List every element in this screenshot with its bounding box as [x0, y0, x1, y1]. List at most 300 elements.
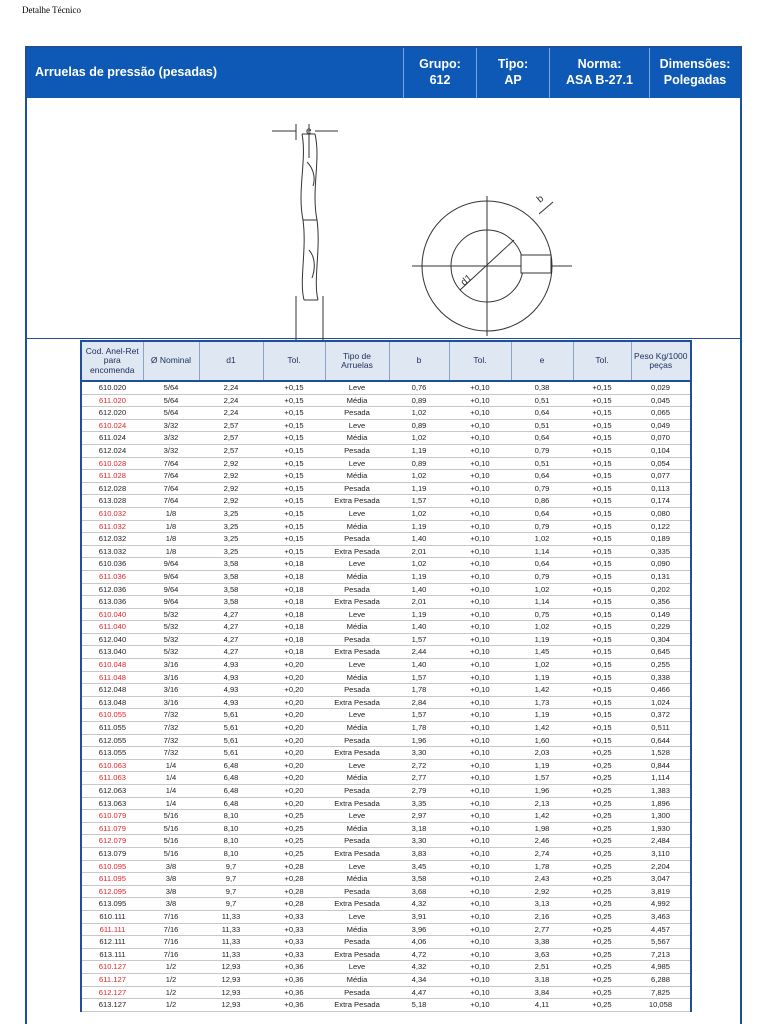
cell-tol-b: +0,10 — [449, 608, 511, 621]
cell-nominal: 7/16 — [143, 923, 199, 936]
cell-type: Extra Pesada — [325, 797, 389, 810]
cell-type: Extra Pesada — [325, 948, 389, 961]
cell-tol-b: +0,10 — [449, 558, 511, 571]
cell-type: Extra Pesada — [325, 898, 389, 911]
cell-weight: 0,104 — [631, 444, 691, 457]
washer-technical-drawing — [27, 100, 740, 338]
cell-tol-d1: +0,15 — [263, 381, 325, 394]
cell-tol-d1: +0,15 — [263, 419, 325, 432]
cell-tol-d1: +0,36 — [263, 961, 325, 974]
header-weight: Peso Kg/1000 peças — [631, 341, 691, 381]
cell-tol-d1: +0,20 — [263, 759, 325, 772]
cell-tol-b: +0,10 — [449, 923, 511, 936]
cell-b: 2,44 — [389, 646, 449, 659]
cell-d1: 9,7 — [199, 898, 263, 911]
cell-d1: 4,27 — [199, 621, 263, 634]
cell-tol-e: +0,25 — [573, 797, 631, 810]
cell-d1: 3,25 — [199, 533, 263, 546]
cell-tol-d1: +0,25 — [263, 810, 325, 823]
cell-code: 613.040 — [81, 646, 143, 659]
cell-b: 1,02 — [389, 470, 449, 483]
cell-tol-d1: +0,20 — [263, 709, 325, 722]
cell-b: 1,40 — [389, 583, 449, 596]
cell-b: 2,01 — [389, 596, 449, 609]
cell-b: 2,84 — [389, 696, 449, 709]
cell-d1: 3,58 — [199, 558, 263, 571]
cell-tol-e: +0,25 — [573, 961, 631, 974]
cell-tol-b: +0,10 — [449, 810, 511, 823]
cell-b: 2,79 — [389, 785, 449, 798]
cell-weight: 0,644 — [631, 734, 691, 747]
cell-type: Média — [325, 722, 389, 735]
cell-e: 0,64 — [511, 507, 573, 520]
cell-type: Média — [325, 394, 389, 407]
table-row — [81, 659, 691, 672]
table-row — [81, 910, 691, 923]
cell-d1: 5,61 — [199, 747, 263, 760]
table-row — [81, 608, 691, 621]
cell-tol-b: +0,10 — [449, 671, 511, 684]
cell-code: 611.028 — [81, 470, 143, 483]
table-row — [81, 583, 691, 596]
header-e: e — [511, 341, 573, 381]
cell-nominal: 3/32 — [143, 444, 199, 457]
table-row — [81, 520, 691, 533]
cell-e: 2,03 — [511, 747, 573, 760]
table-row — [81, 495, 691, 508]
cell-code: 611.063 — [81, 772, 143, 785]
header-tol-e: Tol. — [573, 341, 631, 381]
cell-tol-b: +0,10 — [449, 696, 511, 709]
cell-type: Pesada — [325, 835, 389, 848]
cell-tol-d1: +0,18 — [263, 608, 325, 621]
cell-tol-d1: +0,18 — [263, 583, 325, 596]
cell-type: Extra Pesada — [325, 847, 389, 860]
cell-tol-b: +0,10 — [449, 999, 511, 1012]
cell-d1: 2,92 — [199, 482, 263, 495]
cell-weight: 5,567 — [631, 936, 691, 949]
cell-nominal: 7/64 — [143, 482, 199, 495]
cell-code: 612.040 — [81, 633, 143, 646]
cell-tol-b: +0,10 — [449, 772, 511, 785]
cell-b: 1,78 — [389, 722, 449, 735]
cell-e: 1,78 — [511, 860, 573, 873]
cell-b: 1,57 — [389, 671, 449, 684]
cell-d1: 11,33 — [199, 936, 263, 949]
cell-tol-e: +0,15 — [573, 583, 631, 596]
cell-weight: 0,335 — [631, 545, 691, 558]
cell-d1: 6,48 — [199, 772, 263, 785]
cell-e: 3,84 — [511, 986, 573, 999]
cell-weight: 1,300 — [631, 810, 691, 823]
cell-e: 4,11 — [511, 999, 573, 1012]
cell-tol-d1: +0,33 — [263, 910, 325, 923]
cell-tol-d1: +0,18 — [263, 558, 325, 571]
cell-d1: 4,93 — [199, 684, 263, 697]
cell-tol-d1: +0,33 — [263, 948, 325, 961]
cell-weight: 0,466 — [631, 684, 691, 697]
cell-code: 610.055 — [81, 709, 143, 722]
cell-type: Média — [325, 470, 389, 483]
cell-type: Extra Pesada — [325, 999, 389, 1012]
cell-b: 4,32 — [389, 898, 449, 911]
cell-b: 4,32 — [389, 961, 449, 974]
cell-code: 611.055 — [81, 722, 143, 735]
cell-weight: 6,288 — [631, 973, 691, 986]
cell-nominal: 3/8 — [143, 873, 199, 886]
cell-d1: 12,93 — [199, 961, 263, 974]
cell-weight: 0,080 — [631, 507, 691, 520]
cell-type: Média — [325, 822, 389, 835]
cell-tol-b: +0,10 — [449, 432, 511, 445]
cell-tol-b: +0,10 — [449, 596, 511, 609]
cell-d1: 2,57 — [199, 432, 263, 445]
table-row — [81, 596, 691, 609]
cell-nominal: 5/64 — [143, 381, 199, 394]
cell-code: 613.036 — [81, 596, 143, 609]
cell-type: Extra Pesada — [325, 545, 389, 558]
table-row — [81, 507, 691, 520]
cell-code: 611.127 — [81, 973, 143, 986]
table-row — [81, 810, 691, 823]
cell-tol-e: +0,15 — [573, 570, 631, 583]
cell-e: 0,75 — [511, 608, 573, 621]
cell-type: Pesada — [325, 583, 389, 596]
cell-tol-e: +0,15 — [573, 722, 631, 735]
cell-b: 1,02 — [389, 558, 449, 571]
cell-tol-b: +0,10 — [449, 444, 511, 457]
cell-d1: 3,58 — [199, 570, 263, 583]
cell-b: 1,19 — [389, 444, 449, 457]
cell-tol-d1: +0,18 — [263, 596, 325, 609]
cell-tol-e: +0,25 — [573, 923, 631, 936]
cell-d1: 9,7 — [199, 873, 263, 886]
cell-tol-d1: +0,15 — [263, 432, 325, 445]
table-row — [81, 570, 691, 583]
cell-d1: 2,57 — [199, 444, 263, 457]
cell-b: 1,57 — [389, 495, 449, 508]
cell-tol-b: +0,10 — [449, 684, 511, 697]
cell-tol-d1: +0,15 — [263, 507, 325, 520]
cell-e: 3,18 — [511, 973, 573, 986]
cell-tol-d1: +0,20 — [263, 722, 325, 735]
cell-tol-e: +0,15 — [573, 558, 631, 571]
cell-tol-e: +0,25 — [573, 847, 631, 860]
cell-code: 611.024 — [81, 432, 143, 445]
cell-nominal: 7/16 — [143, 948, 199, 961]
table-row — [81, 709, 691, 722]
table-row — [81, 999, 691, 1012]
table-row — [81, 444, 691, 457]
cell-tol-e: +0,15 — [573, 470, 631, 483]
header-tol-b: Tol. — [449, 341, 511, 381]
cell-b: 3,68 — [389, 885, 449, 898]
cell-e: 1,42 — [511, 722, 573, 735]
cell-d1: 2,92 — [199, 457, 263, 470]
cell-tol-d1: +0,15 — [263, 470, 325, 483]
cell-tol-b: +0,10 — [449, 507, 511, 520]
cell-weight: 0,372 — [631, 709, 691, 722]
cell-weight: 2,484 — [631, 835, 691, 848]
cell-e: 0,64 — [511, 470, 573, 483]
table-row — [81, 407, 691, 420]
cell-nominal: 7/64 — [143, 470, 199, 483]
cell-weight: 0,049 — [631, 419, 691, 432]
cell-code: 612.079 — [81, 835, 143, 848]
cell-e: 1,19 — [511, 709, 573, 722]
cell-nominal: 3/32 — [143, 419, 199, 432]
table-row — [81, 973, 691, 986]
cell-tol-b: +0,10 — [449, 621, 511, 634]
cell-tol-e: +0,25 — [573, 885, 631, 898]
cell-tol-e: +0,15 — [573, 520, 631, 533]
standard-value: ASA B-27.1 — [566, 73, 633, 87]
cell-e: 0,64 — [511, 558, 573, 571]
table-row — [81, 772, 691, 785]
cell-nominal: 3/8 — [143, 885, 199, 898]
cell-tol-b: +0,10 — [449, 381, 511, 394]
cell-weight: 4,457 — [631, 923, 691, 936]
cell-tol-d1: +0,28 — [263, 873, 325, 886]
cell-tol-e: +0,25 — [573, 772, 631, 785]
cell-tol-e: +0,15 — [573, 432, 631, 445]
cell-weight: 0,131 — [631, 570, 691, 583]
cell-tol-d1: +0,20 — [263, 747, 325, 760]
cell-tol-d1: +0,15 — [263, 495, 325, 508]
cell-weight: 1,896 — [631, 797, 691, 810]
cell-tol-b: +0,10 — [449, 948, 511, 961]
cell-d1: 8,10 — [199, 847, 263, 860]
cell-tol-e: +0,15 — [573, 646, 631, 659]
cell-d1: 2,24 — [199, 394, 263, 407]
cell-weight: 0,149 — [631, 608, 691, 621]
cell-tol-b: +0,10 — [449, 633, 511, 646]
cell-nominal: 1/2 — [143, 961, 199, 974]
cell-code: 613.055 — [81, 747, 143, 760]
table-row — [81, 797, 691, 810]
cell-e: 1,73 — [511, 696, 573, 709]
cell-tol-d1: +0,20 — [263, 734, 325, 747]
cell-nominal: 7/16 — [143, 936, 199, 949]
cell-b: 1,19 — [389, 570, 449, 583]
cell-b: 2,01 — [389, 545, 449, 558]
cell-d1: 2,92 — [199, 495, 263, 508]
cell-nominal: 5/64 — [143, 407, 199, 420]
cell-type: Média — [325, 671, 389, 684]
cell-e: 1,19 — [511, 671, 573, 684]
cell-tol-d1: +0,28 — [263, 885, 325, 898]
cell-tol-b: +0,10 — [449, 759, 511, 772]
cell-nominal: 3/16 — [143, 671, 199, 684]
cell-tol-d1: +0,20 — [263, 659, 325, 672]
cell-tol-e: +0,25 — [573, 910, 631, 923]
cell-tol-e: +0,15 — [573, 407, 631, 420]
cell-d1: 11,33 — [199, 948, 263, 961]
cell-d1: 5,61 — [199, 709, 263, 722]
cell-nominal: 5/16 — [143, 822, 199, 835]
cell-type: Leve — [325, 608, 389, 621]
cell-tol-b: +0,10 — [449, 885, 511, 898]
cell-tol-e: +0,15 — [573, 734, 631, 747]
cell-nominal: 3/8 — [143, 860, 199, 873]
cell-tol-e: +0,15 — [573, 545, 631, 558]
cell-code: 612.036 — [81, 583, 143, 596]
cell-tol-e: +0,25 — [573, 948, 631, 961]
cell-e: 1,02 — [511, 621, 573, 634]
cell-weight: 0,844 — [631, 759, 691, 772]
cell-nominal: 1/8 — [143, 507, 199, 520]
cell-tol-b: +0,10 — [449, 873, 511, 886]
cell-code: 613.028 — [81, 495, 143, 508]
table-row — [81, 759, 691, 772]
cell-tol-d1: +0,28 — [263, 860, 325, 873]
cell-e: 0,38 — [511, 381, 573, 394]
cell-b: 1,57 — [389, 633, 449, 646]
cell-type: Extra Pesada — [325, 696, 389, 709]
cell-type: Leve — [325, 910, 389, 923]
cell-code: 611.036 — [81, 570, 143, 583]
cell-code: 611.040 — [81, 621, 143, 634]
cell-tol-e: +0,15 — [573, 533, 631, 546]
cell-tol-b: +0,10 — [449, 520, 511, 533]
cell-e: 2,77 — [511, 923, 573, 936]
cell-b: 1,19 — [389, 520, 449, 533]
cell-tol-e: +0,15 — [573, 608, 631, 621]
cell-type: Leve — [325, 558, 389, 571]
cell-e: 0,79 — [511, 520, 573, 533]
cell-e: 0,64 — [511, 407, 573, 420]
cell-d1: 4,27 — [199, 646, 263, 659]
cell-weight: 3,047 — [631, 873, 691, 886]
cell-weight: 4,992 — [631, 898, 691, 911]
cell-b: 0,76 — [389, 381, 449, 394]
cell-weight: 0,645 — [631, 646, 691, 659]
cell-e: 1,19 — [511, 759, 573, 772]
cell-tol-b: +0,10 — [449, 822, 511, 835]
cell-code: 612.032 — [81, 533, 143, 546]
cell-code: 610.024 — [81, 419, 143, 432]
cell-type: Pesada — [325, 936, 389, 949]
cell-tol-b: +0,10 — [449, 646, 511, 659]
cell-d1: 9,7 — [199, 885, 263, 898]
cell-e: 1,42 — [511, 810, 573, 823]
cell-nominal: 5/16 — [143, 810, 199, 823]
cell-d1: 4,27 — [199, 633, 263, 646]
cell-tol-e: +0,15 — [573, 633, 631, 646]
table-row — [81, 545, 691, 558]
cell-tol-d1: +0,15 — [263, 520, 325, 533]
cell-tol-d1: +0,20 — [263, 785, 325, 798]
table-row — [81, 684, 691, 697]
page-header: Detalhe Técnico — [22, 5, 82, 15]
cell-tol-d1: +0,25 — [263, 835, 325, 848]
cell-d1: 9,7 — [199, 860, 263, 873]
cell-type: Leve — [325, 709, 389, 722]
cell-tol-d1: +0,33 — [263, 923, 325, 936]
cell-nominal: 7/32 — [143, 709, 199, 722]
cell-weight: 7,825 — [631, 986, 691, 999]
table-row — [81, 671, 691, 684]
cell-tol-d1: +0,18 — [263, 570, 325, 583]
cell-code: 610.095 — [81, 860, 143, 873]
table-row — [81, 394, 691, 407]
cell-tol-d1: +0,15 — [263, 394, 325, 407]
cell-nominal: 5/32 — [143, 646, 199, 659]
cell-b: 3,58 — [389, 873, 449, 886]
cell-type: Extra Pesada — [325, 495, 389, 508]
table-row — [81, 847, 691, 860]
cell-type: Média — [325, 973, 389, 986]
cell-type: Média — [325, 432, 389, 445]
header-tol-d1: Tol. — [263, 341, 325, 381]
cell-tol-e: +0,25 — [573, 986, 631, 999]
cell-code: 612.063 — [81, 785, 143, 798]
cell-tol-e: +0,15 — [573, 671, 631, 684]
cell-type: Pesada — [325, 633, 389, 646]
cell-b: 1,19 — [389, 608, 449, 621]
cell-b: 3,91 — [389, 910, 449, 923]
table-row — [81, 482, 691, 495]
cell-e: 0,51 — [511, 394, 573, 407]
cell-tol-e: +0,15 — [573, 381, 631, 394]
header-nominal: Ø Nominal — [143, 341, 199, 381]
cell-b: 2,77 — [389, 772, 449, 785]
cell-b: 3,83 — [389, 847, 449, 860]
table-row — [81, 457, 691, 470]
cell-b: 1,78 — [389, 684, 449, 697]
cell-type: Média — [325, 520, 389, 533]
cell-tol-b: +0,10 — [449, 898, 511, 911]
table-row — [81, 533, 691, 546]
cell-tol-e: +0,25 — [573, 785, 631, 798]
cell-tol-e: +0,15 — [573, 507, 631, 520]
cell-weight: 0,090 — [631, 558, 691, 571]
cell-weight: 3,463 — [631, 910, 691, 923]
cell-tol-b: +0,10 — [449, 545, 511, 558]
cell-code: 612.055 — [81, 734, 143, 747]
cell-d1: 4,93 — [199, 659, 263, 672]
cell-tol-d1: +0,15 — [263, 482, 325, 495]
cell-weight: 0,202 — [631, 583, 691, 596]
cell-tol-b: +0,10 — [449, 709, 511, 722]
cell-type: Leve — [325, 961, 389, 974]
cell-tol-d1: +0,25 — [263, 847, 325, 860]
cell-b: 1,40 — [389, 621, 449, 634]
cell-nominal: 5/64 — [143, 394, 199, 407]
cell-tol-e: +0,25 — [573, 936, 631, 949]
cell-nominal: 9/64 — [143, 583, 199, 596]
cell-tol-b: +0,10 — [449, 961, 511, 974]
header-type: Tipo de Arruelas — [325, 341, 389, 381]
cell-nominal: 7/32 — [143, 734, 199, 747]
cell-tol-e: +0,25 — [573, 835, 631, 848]
table-row — [81, 646, 691, 659]
cell-type: Leve — [325, 860, 389, 873]
cell-tol-b: +0,10 — [449, 986, 511, 999]
cell-nominal: 3/16 — [143, 659, 199, 672]
cell-code: 611.020 — [81, 394, 143, 407]
cell-code: 611.095 — [81, 873, 143, 886]
cell-type: Leve — [325, 659, 389, 672]
cell-b: 3,96 — [389, 923, 449, 936]
cell-weight: 0,045 — [631, 394, 691, 407]
cell-nominal: 3/32 — [143, 432, 199, 445]
cell-d1: 2,92 — [199, 470, 263, 483]
cell-b: 1,02 — [389, 432, 449, 445]
cell-e: 2,51 — [511, 961, 573, 974]
cell-e: 1,19 — [511, 633, 573, 646]
table-row — [81, 696, 691, 709]
